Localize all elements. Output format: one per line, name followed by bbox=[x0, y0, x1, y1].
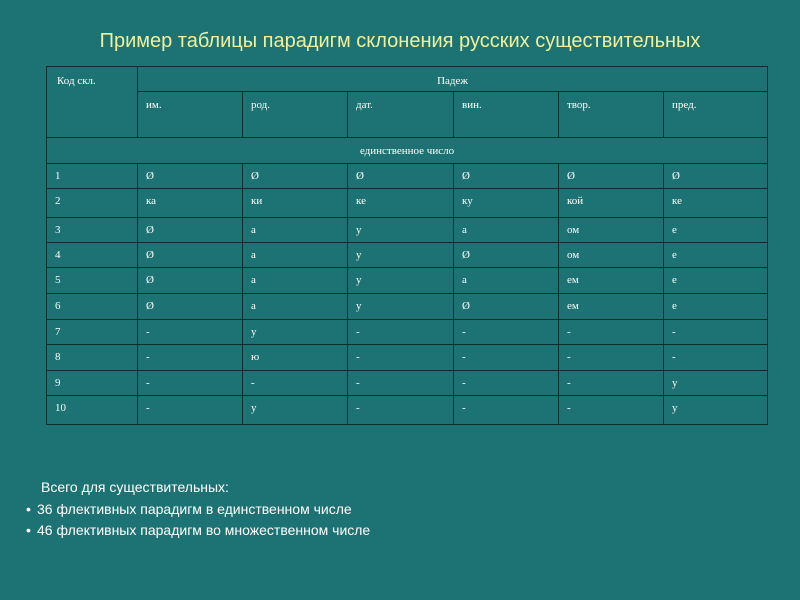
header-case-label: Падеж bbox=[138, 67, 768, 92]
table-row bbox=[47, 218, 768, 243]
ending-cell: ем bbox=[559, 268, 664, 294]
ending-cell: - bbox=[454, 345, 559, 371]
header-case-tvor: твор. bbox=[559, 92, 664, 138]
header-case-pred: пред. bbox=[664, 92, 768, 138]
row-code-cell: 8 bbox=[47, 345, 138, 371]
table-row bbox=[47, 396, 768, 425]
table-row bbox=[47, 371, 768, 396]
table-row bbox=[47, 320, 768, 345]
ending-cell: - bbox=[454, 396, 559, 425]
ending-cell: у bbox=[348, 243, 454, 268]
ending-cell: - bbox=[559, 371, 664, 396]
row-code-cell: 4 bbox=[47, 243, 138, 268]
row-code-cell: 9 bbox=[47, 371, 138, 396]
ending-cell: Ø bbox=[138, 164, 243, 189]
ending-cell: Ø bbox=[454, 243, 559, 268]
ending-cell: а bbox=[243, 268, 348, 294]
section-label-singular: единственное число bbox=[47, 138, 768, 164]
header-code-label: Код скл. bbox=[47, 67, 138, 138]
ending-cell: кой bbox=[559, 189, 664, 218]
summary-block bbox=[26, 477, 786, 541]
summary-list bbox=[26, 499, 786, 541]
ending-cell: Ø bbox=[243, 164, 348, 189]
ending-cell: - bbox=[138, 345, 243, 371]
ending-cell: - bbox=[138, 371, 243, 396]
row-code-cell: 7 bbox=[47, 320, 138, 345]
ending-cell: - bbox=[664, 345, 768, 371]
ending-cell: Ø bbox=[559, 164, 664, 189]
ending-cell: Ø bbox=[348, 164, 454, 189]
ending-cell: - bbox=[348, 396, 454, 425]
ending-cell: Ø bbox=[454, 164, 559, 189]
row-code-cell: 1 bbox=[47, 164, 138, 189]
row-code-cell: 10 bbox=[47, 396, 138, 425]
table-row bbox=[47, 164, 768, 189]
ending-cell: у bbox=[348, 268, 454, 294]
ending-cell: е bbox=[664, 294, 768, 320]
row-code-cell: 2 bbox=[47, 189, 138, 218]
row-code-cell: 6 bbox=[47, 294, 138, 320]
bullet-icon: • bbox=[26, 522, 31, 538]
ending-cell: - bbox=[559, 320, 664, 345]
ending-cell: - bbox=[138, 396, 243, 425]
ending-cell: - bbox=[243, 371, 348, 396]
ending-cell: ке bbox=[348, 189, 454, 218]
table-row bbox=[47, 345, 768, 371]
ending-cell: Ø bbox=[138, 218, 243, 243]
ending-cell: а bbox=[243, 294, 348, 320]
summary-item bbox=[26, 520, 786, 541]
summary-item-text: 36 флективных парадигм в единственном числе bbox=[37, 501, 352, 517]
ending-cell: у bbox=[348, 294, 454, 320]
bullet-icon: • bbox=[26, 501, 31, 517]
ending-cell: - bbox=[138, 320, 243, 345]
ending-cell: - bbox=[454, 371, 559, 396]
ending-cell: - bbox=[348, 371, 454, 396]
ending-cell: е bbox=[664, 268, 768, 294]
slide-title: Пример таблицы парадигм склонения русских существительных bbox=[99, 30, 701, 52]
ending-cell: Ø bbox=[138, 268, 243, 294]
header-case-im: им. bbox=[138, 92, 243, 138]
ending-cell: ем bbox=[559, 294, 664, 320]
ending-cell: ку bbox=[454, 189, 559, 218]
section-row bbox=[47, 138, 768, 164]
header-case-rod: род. bbox=[243, 92, 348, 138]
table-row bbox=[47, 294, 768, 320]
table-subheader-row bbox=[47, 92, 768, 138]
ending-cell: а bbox=[243, 243, 348, 268]
ending-cell: ом bbox=[559, 243, 664, 268]
ending-cell: - bbox=[664, 320, 768, 345]
row-code-cell: 5 bbox=[47, 268, 138, 294]
summary-item-text: 46 флективных парадигм во множественном числе bbox=[37, 522, 371, 538]
ending-cell: е bbox=[664, 218, 768, 243]
row-code-cell: 3 bbox=[47, 218, 138, 243]
summary-item bbox=[26, 499, 786, 520]
paradigm-table bbox=[46, 66, 768, 425]
table-row bbox=[47, 268, 768, 294]
ending-cell: а bbox=[454, 268, 559, 294]
ending-cell: - bbox=[348, 320, 454, 345]
ending-cell: ке bbox=[664, 189, 768, 218]
ending-cell: у bbox=[243, 320, 348, 345]
ending-cell: - bbox=[559, 345, 664, 371]
table-row bbox=[47, 189, 768, 218]
summary-title: Всего для существительных: bbox=[41, 479, 229, 495]
ending-cell: у bbox=[664, 396, 768, 425]
table-header-row bbox=[47, 67, 768, 92]
ending-cell: у bbox=[348, 218, 454, 243]
ending-cell: ки bbox=[243, 189, 348, 218]
ending-cell: - bbox=[559, 396, 664, 425]
header-case-vin: вин. bbox=[454, 92, 559, 138]
ending-cell: Ø bbox=[454, 294, 559, 320]
table-row bbox=[47, 243, 768, 268]
ending-cell: ом bbox=[559, 218, 664, 243]
ending-cell: - bbox=[454, 320, 559, 345]
ending-cell: Ø bbox=[664, 164, 768, 189]
ending-cell: а bbox=[454, 218, 559, 243]
ending-cell: Ø bbox=[138, 243, 243, 268]
ending-cell: - bbox=[348, 345, 454, 371]
ending-cell: у bbox=[243, 396, 348, 425]
ending-cell: ка bbox=[138, 189, 243, 218]
ending-cell: Ø bbox=[138, 294, 243, 320]
header-case-dat: дат. bbox=[348, 92, 454, 138]
ending-cell: у bbox=[664, 371, 768, 396]
ending-cell: а bbox=[243, 218, 348, 243]
ending-cell: ю bbox=[243, 345, 348, 371]
ending-cell: е bbox=[664, 243, 768, 268]
